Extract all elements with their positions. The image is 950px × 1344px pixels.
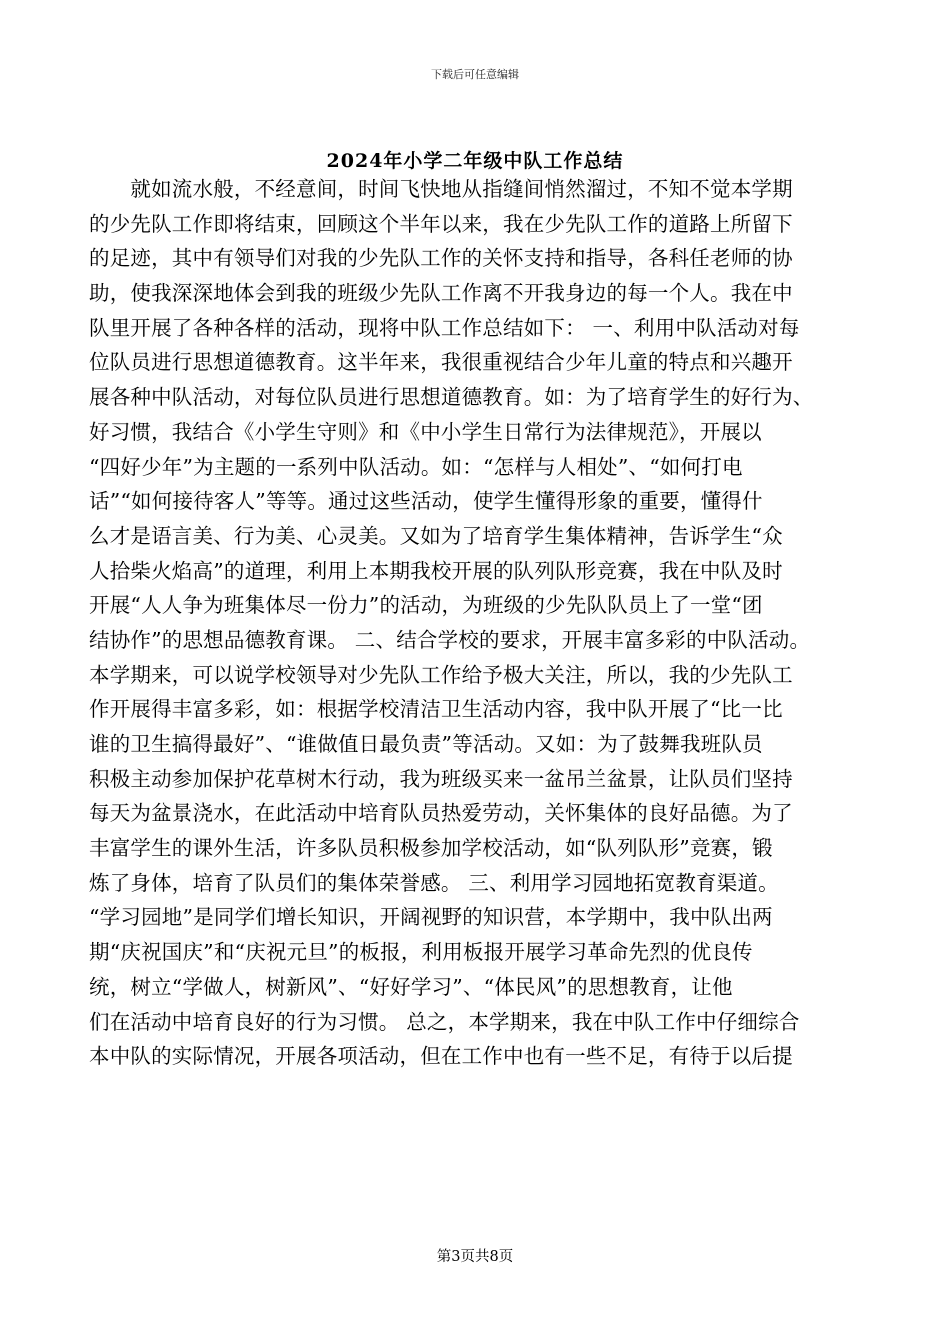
body-line: 积极主动参加保护花草树木行动，我为班级买来一盆吊兰盆景，让队员们坚持: [89, 766, 793, 791]
body-line: 作开展得丰富多彩，如：根据学校清洁卫生活动内容，我中队开展了“比一比: [89, 697, 783, 722]
body-line: 么才是语言美、行为美、心灵美。又如为了培育学生集体精神，告诉学生“众: [89, 523, 783, 548]
body-line: 丰富学生的课外生活，许多队员积极参加学校活动，如“队列队形”竞赛，锻: [89, 836, 773, 861]
body-line: 本学期来，可以说学校领导对少先队工作给予极大关注，所以，我的少先队工: [89, 662, 793, 687]
body-line: 人拾柴火焰高”的道理，利用上本期我校开展的队列队形竞赛，我在中队及时: [89, 558, 783, 583]
body-line: 期“庆祝国庆”和“庆祝元旦”的板报，利用板报开展学习革命先烈的优良传: [89, 940, 753, 965]
body-line: 开展“人人争为班集体尽一份力”的活动，为班级的少先队队员上了一堂“团: [89, 593, 763, 618]
body-line: “学习园地”是同学们增长知识，开阔视野的知识营，本学期中，我中队出两: [89, 905, 773, 930]
body-line: 本中队的实际情况，开展各项活动，但在工作中也有一些不足，有待于以后提: [89, 1044, 793, 1069]
header-note: 下载后可任意编辑: [431, 68, 519, 81]
body-line: 统，树立“学做人，树新风”、“好好学习”、“体民风”的思想教育，让他: [89, 974, 733, 999]
document-body: [89, 172, 854, 1074]
body-line: 位队员进行思想道德教育。这半年来，我很重视结合少年儿童的特点和兴趣开: [89, 350, 793, 375]
body-line: 的足迹，其中有领导们对我的少先队工作的关怀支持和指导，各科任老师的协: [89, 246, 793, 271]
body-line: 话”“如何接待客人”等等。通过这些活动，使学生懂得形象的重要，懂得什: [89, 489, 763, 514]
body-line: 好习惯，我结合《小学生守则》和《中小学生日常行为法律规范》，开展以: [89, 419, 762, 444]
page-number: 第3页共8页: [436, 1249, 514, 1265]
body-line: 们在活动中培育良好的行为习惯。 总之，本学期来，我在中队工作中仔细综合: [89, 1009, 800, 1034]
body-line: “四好少年”为主题的一系列中队活动。如：“怎样与人相处”、“如何打电: [89, 454, 743, 479]
body-line: 就如流水般，不经意间，时间飞快地从指缝间悄然溜过，不知不觉本学期: [89, 177, 793, 201]
body-line: 队里开展了各种各样的活动，现将中队工作总结如下： 一、利用中队活动对每: [89, 315, 800, 340]
body-line: 每天为盆景浇水，在此活动中培育队员热爱劳动，关怀集体的良好品德。为了: [89, 801, 793, 826]
body-line: 助，使我深深地体会到我的班级少先队工作离不开我身边的每一个人。我在中: [89, 281, 793, 306]
document-title: 2024年小学二年级中队工作总结: [326, 150, 624, 172]
body-line: 谁的卫生搞得最好”、“谁做值日最负责”等活动。又如：为了鼓舞我班队员: [89, 732, 763, 756]
body-line: 的少先队工作即将结束，回顾这个半年以来，我在少先队工作的道路上所留下: [89, 211, 793, 236]
body-line: 展各种中队活动，对每位队员进行思想道德教育。如：为了培育学生的好行为、: [89, 385, 814, 410]
body-line: 结协作”的思想品德教育课。 二、结合学校的要求，开展丰富多彩的中队活动。: [89, 627, 811, 652]
body-line: 炼了身体，培育了队员们的集体荣誉感。 三、利用学习园地拓宽教育渠道。: [89, 870, 779, 895]
